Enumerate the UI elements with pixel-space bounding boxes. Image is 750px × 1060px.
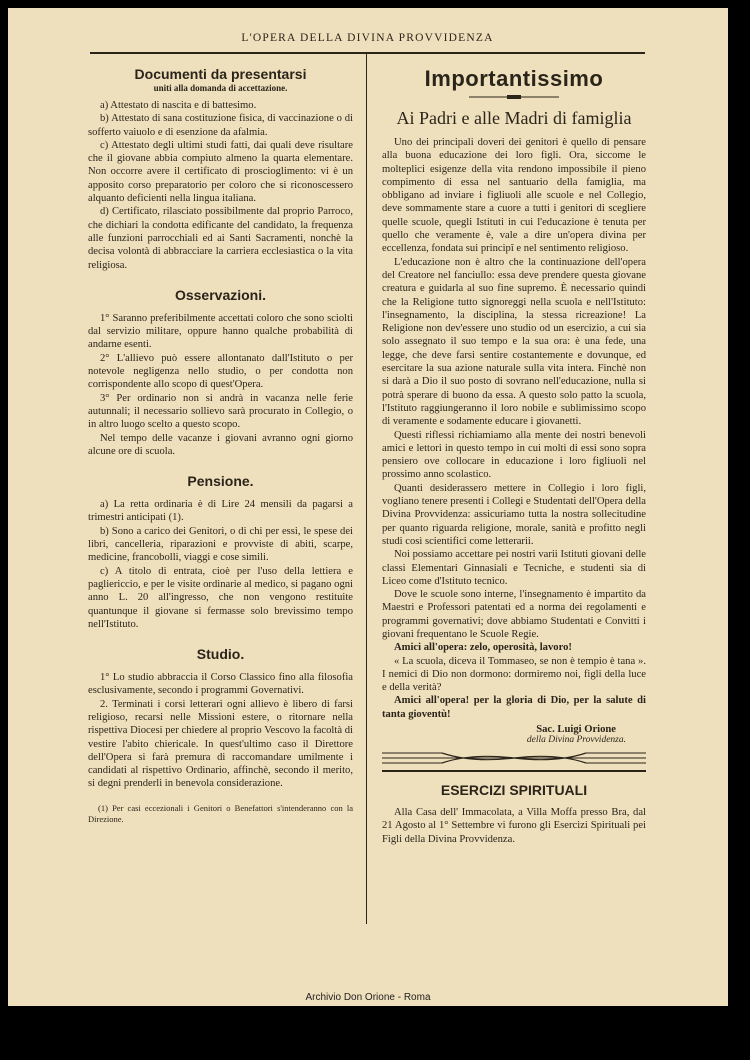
- article-quote: « La scuola, diceva il Tommaseo, se non è tempio è tana ». I nemici di Dio non dormono: dormiremo noi, figli della luce e della verità?: [382, 655, 646, 694]
- documenti-para: a) Attestato di nascita e di battesimo.: [100, 100, 257, 111]
- article-para: Questi riflessi richiamiamo alla mente dei nostri benevoli amici e lettori in questo tempo in cui molti di essi sono sopra pensiero ove collocare in educazione i loro figliuoli nel prossimo anno scolastico.: [382, 429, 646, 481]
- title-ornament: [469, 94, 559, 100]
- osservazioni-para: 1° Saranno preferibilmente accettati coloro che sono sciolti dal servizio militare, oppure hanno qualche probabilità di andarne esenti.: [88, 312, 353, 351]
- pensione-para: c) A titolo di entrata, cioè per l'uso della lettiera e pagliericcio, e per le visite ordinarie al medico, si pagano ogni anno L. 20 all'ingresso, che non vengono restituite quantunque il giovane si fermasse solo brevissimo tempo nell'Istituto.: [88, 565, 353, 630]
- esercizi-title: ESERCIZI SPIRITUALI: [382, 770, 646, 798]
- article-para: Quanti desiderassero mettere in Collegio i loro figli, vogliano tenere presenti i Collegi e Studentati dell'Opera della Divina Provvidenza: assicuriamo tutta la nostra sollecitudine per quanto riguarda religione, morale, sanità e profitto negli studi così scientifici come letterarii.: [382, 482, 646, 547]
- osservazioni-para: Nel tempo delle vacanze i giovani avranno ogni giorno alcune ore di scuola.: [88, 432, 353, 457]
- header-rule: [90, 52, 645, 54]
- esercizi-para: Alla Casa dell' Immacolata, a Villa Moffa presso Bra, dal 21 Agosto al 1° Settembre vi furono gli Esercizi Spirituali pei Figli della Divina Provvidenza.: [382, 807, 646, 845]
- signature-name: Sac. Luigi Orione: [536, 724, 616, 736]
- right-column: [382, 66, 646, 846]
- article-para: Noi possiamo accettare pei nostri varii Istituti giovani delle classi Elementari Ginnasiali e Tecniche, e studenti sia di Liceo come d'Istituto tecnico.: [382, 549, 646, 587]
- column-divider: [366, 54, 367, 924]
- documenti-subtitle: uniti alla domanda di accettazione.: [153, 83, 288, 93]
- article-exhortation: Amici all'opera: zelo, operosità, lavoro!: [394, 642, 572, 654]
- running-head: L'OPERA DELLA DIVINA PROVVIDENZA: [241, 32, 494, 44]
- studio-para: 1° Lo studio abbraccia il Corso Classico fino alla filosofia esclusivamente, secondo i programmi Governativi.: [88, 672, 353, 697]
- newspaper-page: [8, 8, 728, 1006]
- documenti-para: c) Attestato degli ultimi studi fatti, dai quali deve risultare che il giovane abbia compiuto almeno la quarta elementare. Non occorre avere il certificato di proscioglimento: vi è un apposito corso preparatorio per coloro che si riconoscessero alquanto deficienti nella lingua italiana.: [88, 139, 353, 205]
- pensione-para: a) La retta ordinaria è di Lire 24 mensili da pagarsi a trimestri anticipati (1).: [88, 499, 353, 524]
- documenti-para: d) Certificato, rilasciato possibilmente dal proprio Parroco, che dichiari la condotta edificante del candidato, la frequenza alle funzioni parrocchiali ed ai Santi Sacramenti, nonchè la decisa volontà di abbracciare la carriera ecclesiastica o la vita religiosa.: [88, 206, 353, 271]
- osservazioni-para: 3° Per ordinario non si andrà in vacanza nelle ferie autunnali; il necessario sollievo sarà procurato in Collegio, o in altro luogo scelto a questo scopo.: [88, 392, 353, 431]
- studio-para: 2. Terminati i corsi letterari ogni allievo è libero di farsi religioso, recarsi nelle Missioni estere, o ritornare nella rispettiva Diocesi per chiedere al proprio Vescovo la facoltà di vestire l'abito chiericale. In quest'ultimo caso il Direttore dell'Opera si farà premura di raccomandare umilmente i candidati al rispettivo Ordinario, affinchè, secondo il merito, si degni prenderli in benevola considerazione.: [88, 698, 353, 790]
- importantissimo-title: Importantissimo: [424, 66, 604, 91]
- article-para: Dove le scuole sono interne, l'insegnamento è impartito da Maestri e Professori patentati ed a norma dei regolamenti e programmi governativi; dove abbiamo Studentati e Convitti i giovani frequentano le Scuole Regie.: [382, 589, 646, 640]
- documenti-title: Documenti da presentarsi: [134, 66, 307, 82]
- article-exhortation: Amici all'opera! per la gloria di Dio, per la salute di tanta gioventù!: [382, 695, 646, 720]
- pensione-para: b) Sono a carico dei Genitori, o di chi per essi, le spese dei libri, cancelleria, riparazioni e provviste di abiti, scarpe, medicine, francobolli, viaggi e cose simili.: [88, 525, 353, 564]
- decorative-divider: [382, 750, 646, 766]
- archive-watermark: Archivio Don Orione - Roma: [305, 992, 431, 1003]
- article-subtitle: Ai Padri e alle Madri di famiglia: [396, 108, 632, 128]
- documenti-para: b) Attestato di sana costituzione fisica, di vaccinazione o di sofferto vaiuolo e di esenzione da afalmia.: [88, 113, 353, 138]
- article-para: L'educazione non è altro che la continuazione dell'opera del Creatore nel fanciullo: essa deve prendere questa giovane creatura e guidarla al suo fine supremo. È necessario quindi che la Religione tutto signoreggi nella scuola e nell'Istituto: l'insegnamento, la disciplina, la stessa ricreazione! La Religione non dev'essere uno studio od un esercizio, a cui sia solo assegnato il suo tempo e la sua ora: è una fede, una legge, che deve farsi sentire costantemente e dovunque, ed esercitare la sua azione naturale sulla vita intera. Finchè non si darà a Dio il suo posto di sovrano nell'educazione, nulla si potrà sperare di buono da essa. A questo solo patto la scuola, l'Istituto raggiungeranno il loro nobile e sublimissimo scopo di veramente e sodamente educare i giovanetti.: [382, 256, 646, 428]
- studio-title: Studio.: [196, 646, 245, 663]
- article-para: Uno dei principali doveri dei genitori è quello di pensare alla buona educazione dei loro figli. Ora, siccome le molteplici esigenze della vita rendono impossibile il pieno compimento di essa nel santuario della famiglia, ma obbligano ad inviare i figliuoli alle scuole e nel Collegio, deve sommamente stare a cuore a tutti i genitori di scegliere quelle scuole, quegli Istituti in cui l'educazione è tenuta per quello che veramente è, vale a dire un'opera divina per eccellenza, fondata sui principî e nel sentimento religioso.: [382, 137, 646, 255]
- osservazioni-para: 2° L'allievo può essere allontanato dall'Istituto o per notevole negligenza nello studio, o per condotta non corrispondente allo scopo di quest'Opera.: [88, 352, 353, 391]
- left-column: [88, 66, 353, 825]
- osservazioni-title: Osservazioni.: [174, 286, 267, 303]
- footnote: (1) Per casi eccezionali i Genitori o Benefattori s'intenderanno con la Direzione.: [88, 802, 353, 824]
- pensione-title: Pensione.: [187, 473, 254, 490]
- signature-role: della Divina Provvidenza.: [526, 735, 626, 746]
